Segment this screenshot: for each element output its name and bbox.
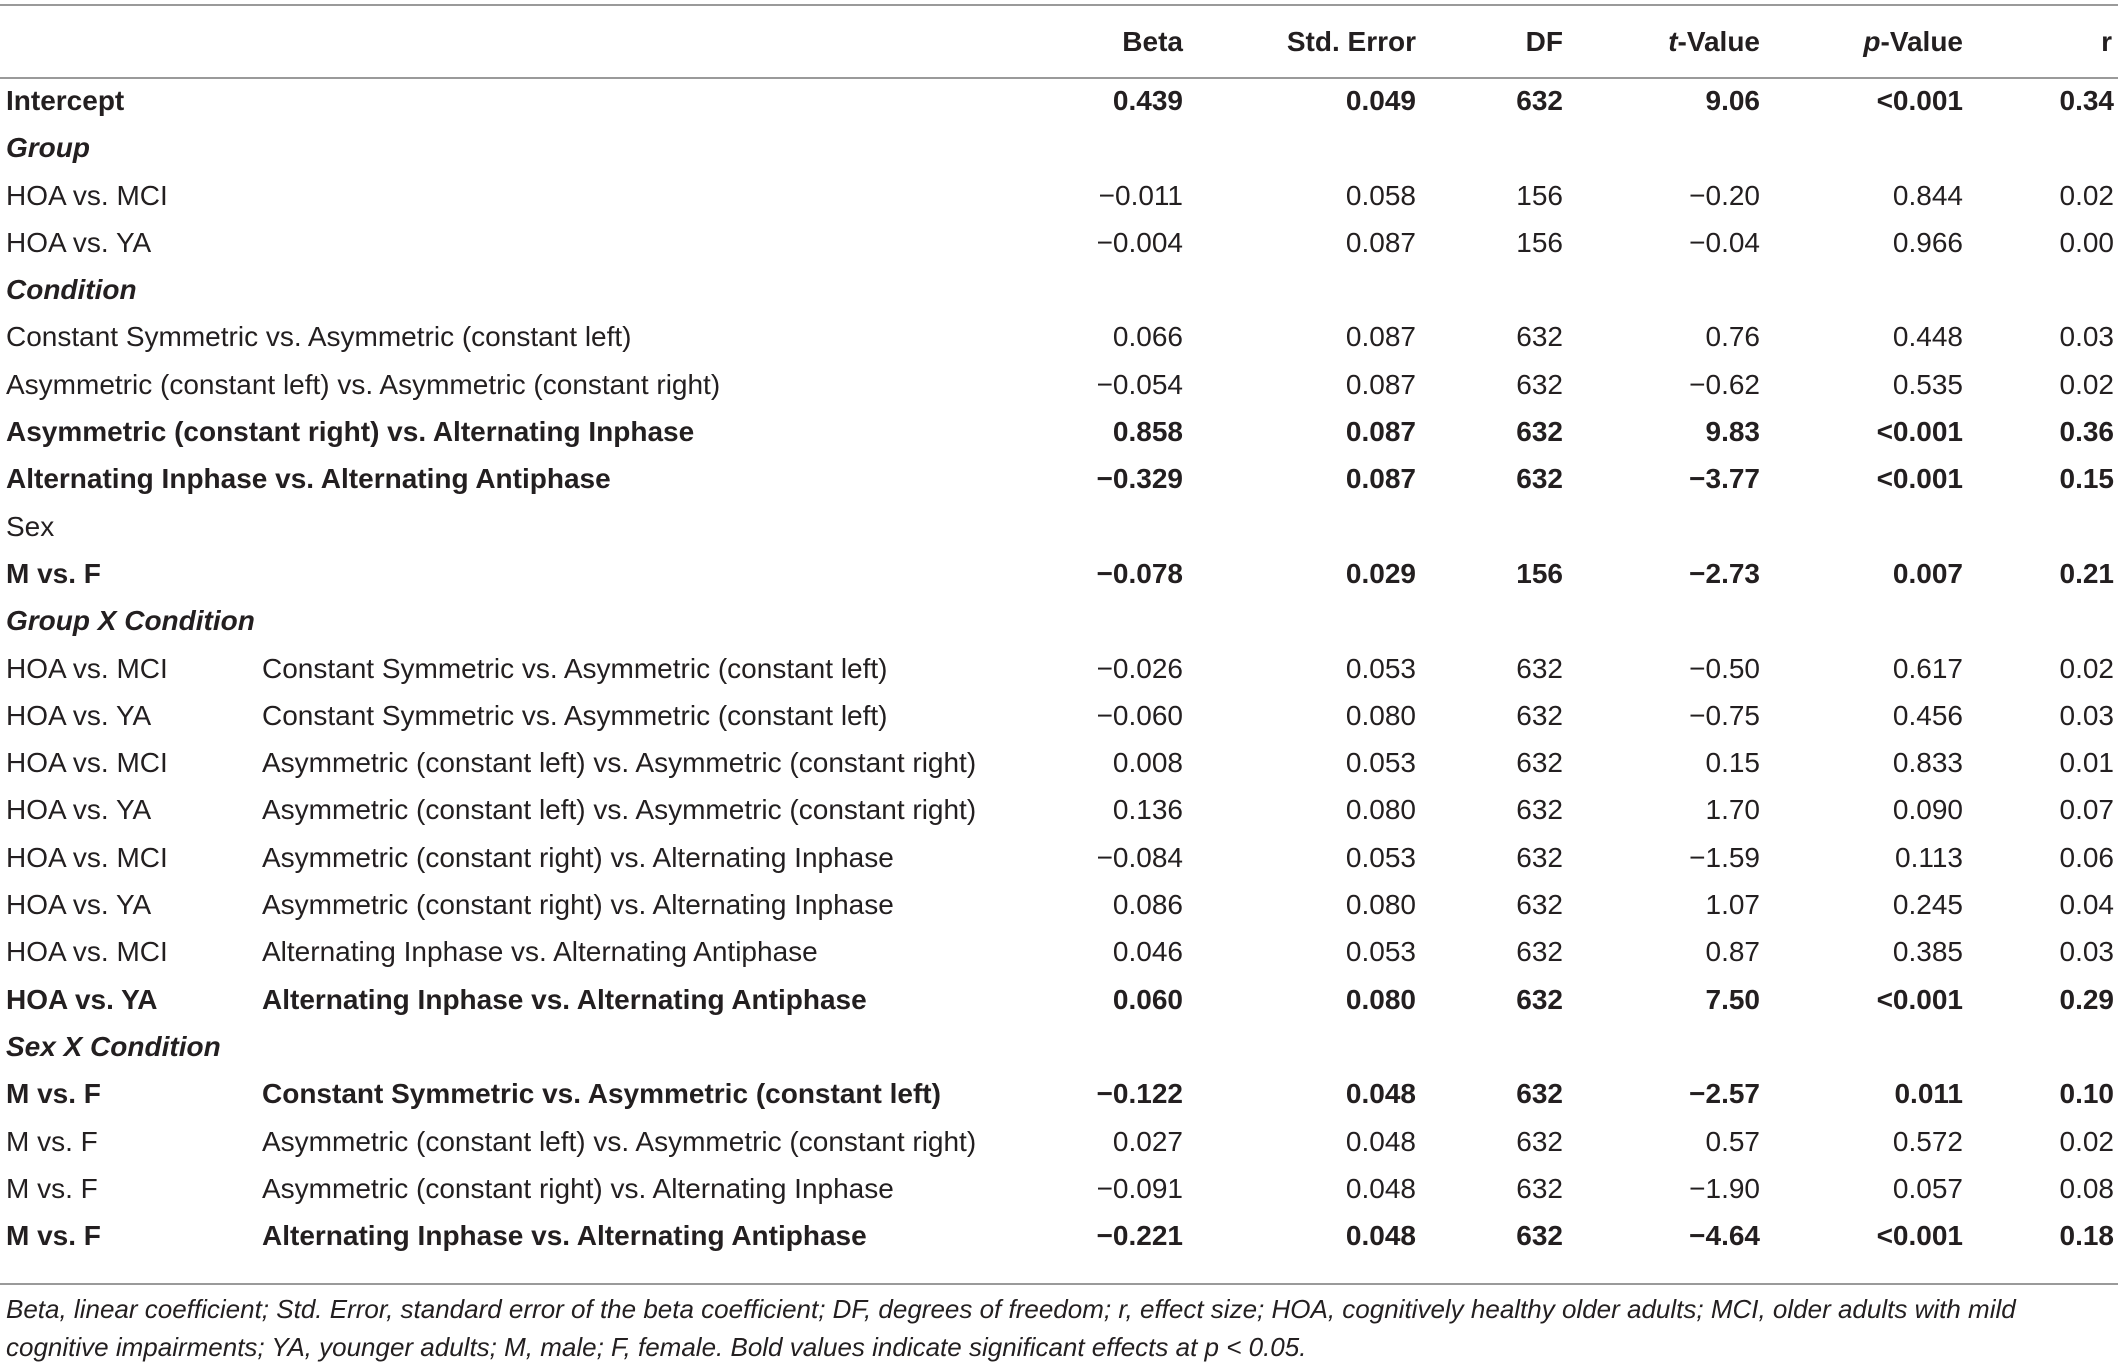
header-blank-1 (0, 6, 262, 77)
cell-p-value: 0.245 (1892, 889, 1963, 921)
cell-beta: −0.011 (1098, 179, 1183, 211)
row-factor-label: HOA vs. MCI (6, 936, 168, 968)
cell-p-value: 0.385 (1892, 936, 1963, 968)
row-label: Sex (6, 510, 55, 542)
cell-r: 0.15 (2059, 463, 2114, 495)
cell-df (1416, 266, 1563, 313)
cell-beta: −0.122 (1096, 1078, 1183, 1110)
cell-t-value (1563, 124, 1760, 171)
cell-beta: 0.136 (1112, 794, 1183, 826)
row-factor-label: HOA vs. YA (6, 983, 158, 1015)
row-factor-label: HOA vs. MCI (6, 747, 168, 779)
table-row (0, 503, 2118, 550)
cell-t-value: −0.20 (1689, 179, 1760, 211)
cell-p-value (1760, 124, 1963, 171)
header-p-suffix: -Value (1880, 26, 1963, 57)
table-row (0, 361, 2118, 408)
row-condition-label: Alternating Inphase vs. Alternating Antiphase (262, 983, 867, 1015)
row-factor-label: M vs. F (6, 1078, 101, 1110)
cell-r: 0.02 (2059, 179, 2114, 211)
cell-std-error: 0.080 (1345, 794, 1416, 826)
table-row (0, 77, 2118, 124)
cell-t-value: 0.57 (1705, 1125, 1760, 1157)
cell-std-error (1183, 266, 1416, 313)
cell-p-value: <0.001 (1876, 463, 1963, 495)
cell-p-value (1760, 503, 1963, 550)
cell-df: 632 (1516, 1172, 1563, 1204)
cell-beta (1048, 597, 1183, 644)
cell-df: 156 (1516, 179, 1563, 211)
cell-p-value: <0.001 (1876, 85, 1963, 116)
cell-r: 0.10 (2059, 1078, 2114, 1110)
table-row (0, 455, 2118, 502)
cell-beta: −0.329 (1096, 463, 1183, 495)
cell-t-value: 1.07 (1705, 889, 1760, 921)
table-row (0, 881, 2118, 928)
table-row (0, 928, 2118, 975)
cell-df: 632 (1516, 889, 1563, 921)
row-factor-label: HOA vs. YA (6, 889, 152, 921)
cell-df: 632 (1516, 368, 1563, 400)
cell-std-error: 0.087 (1345, 463, 1416, 495)
row-label: Asymmetric (constant right) vs. Alternating Inphase (6, 416, 695, 448)
table-row (0, 692, 2118, 739)
cell-std-error: 0.048 (1345, 1078, 1416, 1110)
cell-p-value: 0.011 (1894, 1078, 1963, 1110)
cell-df (1416, 1023, 1563, 1070)
table-row (0, 550, 2118, 597)
cell-std-error: 0.087 (1345, 416, 1416, 448)
table-row (0, 1165, 2118, 1212)
table-header-row (0, 6, 2118, 77)
cell-t-value: 0.15 (1705, 747, 1760, 779)
cell-t-value: 0.87 (1705, 936, 1760, 968)
header-r: r (2101, 26, 2112, 57)
cell-r: 0.02 (2059, 368, 2114, 400)
row-condition-label: Alternating Inphase vs. Alternating Antiphase (262, 1220, 867, 1252)
section-header-row (0, 266, 2118, 313)
cell-beta: 0.086 (1112, 889, 1183, 921)
section-label: Sex X Condition (6, 1030, 221, 1062)
cell-df: 632 (1516, 794, 1563, 826)
header-t-value (1563, 6, 1760, 77)
cell-std-error: 0.087 (1345, 368, 1416, 400)
row-condition-label: Asymmetric (constant right) vs. Alternating Inphase (262, 1172, 894, 1204)
cell-r: 0.03 (2059, 321, 2114, 353)
cell-beta (1048, 266, 1183, 313)
cell-t-value: −2.57 (1689, 1078, 1760, 1110)
table-body (0, 77, 2118, 1259)
cell-beta: −0.060 (1096, 699, 1183, 731)
cell-beta: 0.066 (1112, 321, 1183, 353)
cell-beta: −0.054 (1096, 368, 1183, 400)
cell-t-value: −0.04 (1689, 226, 1760, 258)
table-row (0, 786, 2118, 833)
cell-r: 0.29 (2059, 983, 2114, 1015)
cell-beta: −0.084 (1096, 841, 1183, 873)
cell-t-value: −0.75 (1689, 699, 1760, 731)
cell-p-value: 0.966 (1892, 226, 1963, 258)
cell-df (1416, 503, 1563, 550)
cell-std-error: 0.053 (1345, 747, 1416, 779)
cell-beta: −0.221 (1096, 1220, 1183, 1252)
cell-t-value: 0.76 (1705, 321, 1760, 353)
row-label: Asymmetric (constant left) vs. Asymmetric (constant right) (6, 368, 721, 400)
cell-std-error: 0.087 (1345, 321, 1416, 353)
cell-r: 0.02 (2059, 652, 2114, 684)
cell-beta: 0.027 (1112, 1125, 1183, 1157)
cell-std-error: 0.053 (1345, 841, 1416, 873)
cell-std-error: 0.080 (1345, 699, 1416, 731)
header-p-italic: p (1863, 26, 1881, 57)
cell-beta: −0.078 (1096, 557, 1183, 589)
row-condition-label: Constant Symmetric vs. Asymmetric (constant left) (262, 652, 888, 684)
cell-std-error: 0.049 (1345, 85, 1416, 116)
cell-df: 632 (1516, 1078, 1563, 1110)
row-factor-label: HOA vs. YA (6, 794, 152, 826)
cell-df: 632 (1516, 652, 1563, 684)
cell-t-value: −3.77 (1689, 463, 1760, 495)
cell-p-value: 0.057 (1892, 1172, 1963, 1204)
cell-r: 0.03 (2059, 936, 2114, 968)
header-beta: Beta (1122, 26, 1183, 57)
row-label: HOA vs. MCI (6, 179, 168, 211)
cell-std-error: 0.053 (1345, 652, 1416, 684)
header-df: DF (1525, 26, 1563, 57)
cell-r (1963, 503, 2118, 550)
cell-beta (1048, 503, 1183, 550)
header-t-suffix: -Value (1677, 26, 1760, 57)
cell-r: 0.21 (2059, 557, 2114, 589)
cell-std-error (1183, 503, 1416, 550)
table-footnote: Beta, linear coefficient; Std. Error, standard error of the beta coefficient; DF, degrees of freedom; r, effect size; HOA, cognitively healthy older adults; MCI, older adults with mild cognitive impairments; YA, younger adults; M, male; F, female. Bold values indicate significant effects at p < 0.05. (6, 1294, 2016, 1362)
cell-t-value (1563, 503, 1760, 550)
cell-df (1416, 124, 1563, 171)
cell-beta: 0.008 (1112, 747, 1183, 779)
cell-std-error (1183, 124, 1416, 171)
cell-p-value: 0.007 (1892, 557, 1963, 589)
header-p-value (1760, 6, 1963, 77)
cell-df: 632 (1516, 1220, 1563, 1252)
cell-t-value: 9.83 (1705, 416, 1760, 448)
cell-t-value: 9.06 (1705, 85, 1760, 116)
cell-beta: −0.026 (1096, 652, 1183, 684)
cell-p-value: 0.572 (1892, 1125, 1963, 1157)
table-row (0, 313, 2118, 360)
row-factor-label: HOA vs. MCI (6, 652, 168, 684)
row-condition-label: Asymmetric (constant left) vs. Asymmetric (constant right) (262, 794, 977, 826)
cell-p-value: 0.535 (1892, 368, 1963, 400)
cell-r: 0.34 (2059, 85, 2114, 116)
cell-t-value (1563, 1023, 1760, 1070)
cell-t-value (1563, 266, 1760, 313)
cell-df: 156 (1516, 226, 1563, 258)
table-row (0, 739, 2118, 786)
cell-p-value (1760, 597, 1963, 644)
cell-r (1963, 1023, 2118, 1070)
table-row (0, 645, 2118, 692)
row-factor-label: M vs. F (6, 1172, 98, 1204)
cell-t-value: −0.62 (1689, 368, 1760, 400)
cell-std-error (1183, 597, 1416, 644)
section-label: Condition (6, 274, 137, 306)
cell-r: 0.03 (2059, 699, 2114, 731)
cell-p-value: 0.448 (1892, 321, 1963, 353)
regression-table (0, 6, 2118, 1259)
cell-r (1963, 597, 2118, 644)
cell-p-value: <0.001 (1876, 416, 1963, 448)
cell-p-value (1760, 266, 1963, 313)
cell-t-value: −1.90 (1689, 1172, 1760, 1204)
cell-beta: 0.060 (1112, 983, 1183, 1015)
cell-beta: 0.858 (1112, 416, 1183, 448)
section-label: Group X Condition (6, 605, 255, 637)
cell-p-value: <0.001 (1876, 983, 1963, 1015)
row-condition-label: Alternating Inphase vs. Alternating Antiphase (262, 936, 818, 968)
cell-std-error: 0.058 (1345, 179, 1416, 211)
cell-beta (1048, 1023, 1183, 1070)
cell-t-value: 1.70 (1705, 794, 1760, 826)
section-header-row (0, 124, 2118, 171)
row-factor-label: HOA vs. YA (6, 699, 152, 731)
row-condition-label: Asymmetric (constant left) vs. Asymmetric (constant right) (262, 747, 977, 779)
cell-std-error: 0.053 (1345, 936, 1416, 968)
cell-df: 632 (1516, 85, 1563, 116)
cell-p-value (1760, 1023, 1963, 1070)
row-factor-label: M vs. F (6, 1125, 98, 1157)
cell-df: 632 (1516, 699, 1563, 731)
cell-df: 632 (1516, 1125, 1563, 1157)
cell-std-error: 0.048 (1345, 1125, 1416, 1157)
cell-df: 632 (1516, 416, 1563, 448)
cell-r: 0.18 (2059, 1220, 2114, 1252)
cell-beta: 0.439 (1112, 85, 1183, 116)
header-t-italic: t (1668, 26, 1678, 57)
row-condition-label: Asymmetric (constant right) vs. Alternating Inphase (262, 889, 894, 921)
cell-df: 632 (1516, 321, 1563, 353)
cell-df: 632 (1516, 841, 1563, 873)
cell-std-error: 0.087 (1345, 226, 1416, 258)
cell-r: 0.36 (2059, 416, 2114, 448)
cell-r: 0.04 (2059, 889, 2114, 921)
cell-beta: −0.004 (1096, 226, 1183, 258)
cell-beta: 0.046 (1112, 936, 1183, 968)
cell-t-value (1563, 597, 1760, 644)
cell-p-value: <0.001 (1876, 1220, 1963, 1252)
cell-t-value: −4.64 (1689, 1220, 1760, 1252)
row-condition-label: Asymmetric (constant right) vs. Alternating Inphase (262, 841, 894, 873)
header-std-error: Std. Error (1286, 26, 1416, 57)
section-header-row (0, 597, 2118, 644)
table-row (0, 1118, 2118, 1165)
table-bottom-rule (0, 1283, 2118, 1285)
row-condition-label: Constant Symmetric vs. Asymmetric (constant left) (262, 1078, 941, 1110)
cell-t-value: −1.59 (1689, 841, 1760, 873)
cell-df: 632 (1516, 747, 1563, 779)
table-row (0, 408, 2118, 455)
cell-std-error (1183, 1023, 1416, 1070)
cell-t-value: 7.50 (1705, 983, 1760, 1015)
cell-df: 632 (1516, 936, 1563, 968)
cell-std-error: 0.080 (1345, 983, 1416, 1015)
row-label: Constant Symmetric vs. Asymmetric (constant left) (6, 321, 632, 353)
cell-std-error: 0.048 (1345, 1172, 1416, 1204)
row-factor-label: HOA vs. MCI (6, 841, 168, 873)
cell-beta (1048, 124, 1183, 171)
table-row (0, 1212, 2118, 1259)
cell-r: 0.01 (2059, 747, 2114, 779)
cell-beta: −0.091 (1096, 1172, 1183, 1204)
table-row (0, 976, 2118, 1023)
table-row (0, 1070, 2118, 1117)
section-header-row (0, 1023, 2118, 1070)
cell-std-error: 0.029 (1345, 557, 1416, 589)
cell-p-value: 0.833 (1892, 747, 1963, 779)
cell-t-value: −0.50 (1689, 652, 1760, 684)
cell-r (1963, 266, 2118, 313)
cell-t-value: −2.73 (1689, 557, 1760, 589)
cell-p-value: 0.456 (1892, 699, 1963, 731)
row-condition-label: Constant Symmetric vs. Asymmetric (constant left) (262, 699, 888, 731)
section-label: Group (6, 132, 90, 164)
header-blank-2 (262, 6, 1048, 77)
table-row (0, 172, 2118, 219)
cell-df: 156 (1516, 557, 1563, 589)
row-label: HOA vs. YA (6, 226, 152, 258)
cell-std-error: 0.048 (1345, 1220, 1416, 1252)
cell-df (1416, 597, 1563, 644)
cell-p-value: 0.090 (1892, 794, 1963, 826)
cell-r: 0.02 (2059, 1125, 2114, 1157)
cell-df: 632 (1516, 463, 1563, 495)
cell-std-error: 0.080 (1345, 889, 1416, 921)
row-condition-label: Asymmetric (constant left) vs. Asymmetric (constant right) (262, 1125, 977, 1157)
row-label: Alternating Inphase vs. Alternating Antiphase (6, 463, 611, 495)
cell-p-value: 0.844 (1892, 179, 1963, 211)
cell-r (1963, 124, 2118, 171)
row-factor-label: M vs. F (6, 1220, 101, 1252)
row-label: M vs. F (6, 557, 101, 589)
table-row (0, 834, 2118, 881)
cell-r: 0.08 (2059, 1172, 2114, 1204)
cell-r: 0.07 (2059, 794, 2114, 826)
cell-r: 0.00 (2059, 226, 2114, 258)
cell-r: 0.06 (2059, 841, 2114, 873)
cell-p-value: 0.617 (1892, 652, 1963, 684)
row-label: Intercept (6, 85, 125, 116)
table-row (0, 219, 2118, 266)
cell-df: 632 (1516, 983, 1563, 1015)
cell-p-value: 0.113 (1895, 841, 1963, 873)
